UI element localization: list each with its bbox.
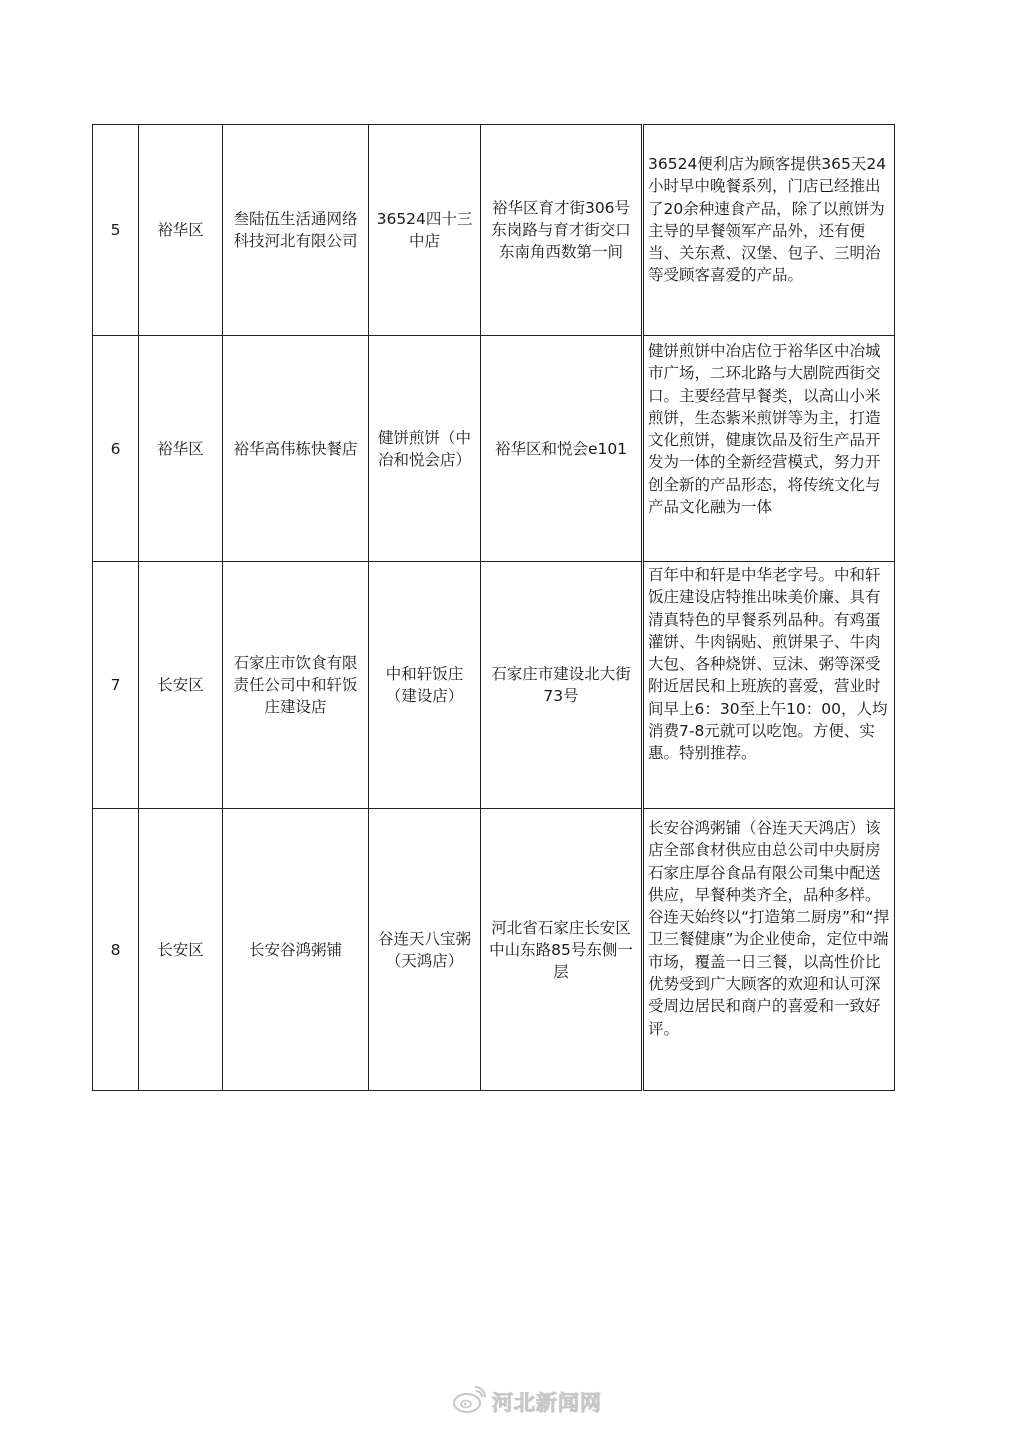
table-row: [93, 809, 895, 1091]
row-number: 8: [93, 809, 139, 1091]
description-cell: [643, 336, 895, 562]
row-number: 6: [93, 336, 139, 562]
store-cell: [369, 562, 481, 809]
address-cell: [481, 125, 643, 336]
store-cell: [369, 336, 481, 562]
weibo-logo-icon: [452, 1386, 486, 1418]
description-cell: [643, 562, 895, 809]
store-list-table: [92, 124, 895, 1091]
district-cell: 长安区: [139, 562, 223, 809]
table-row: [93, 336, 895, 562]
company-name: 裕华高伟栋快餐店: [233, 439, 358, 458]
row-number: 5: [93, 125, 139, 336]
row-number: 7: [93, 562, 139, 809]
company-cell: [223, 336, 369, 562]
district-cell: 长安区: [139, 809, 223, 1091]
company-cell: [223, 562, 369, 809]
description-cell: [643, 809, 895, 1091]
address-cell: [481, 809, 643, 1091]
description-text: 百年中和轩是中华老字号。中和轩饭庄建设店特推出味美价廉、具有清真特色的早餐系列品种。有鸡蛋灌饼、牛肉锅贴、煎饼果子、牛肉大包、各种烧饼、豆沫、粥等深受附近居民和上班族的喜爱，营业时间早上6：30至上午10：00，人均消费7-8元就可以吃饱。方便、实惠。特别推荐。: [648, 566, 888, 763]
address-text: 河北省石家庄长安区中山东路85号东侧一层: [489, 918, 633, 981]
description-text: 长安谷鸿粥铺（谷连天天鸿店）该店全部食材供应由总公司中央厨房石家庄厚谷食品有限公司集中配送供应，早餐种类齐全，品种多样。谷连天始终以“打造第二厨房”和“捍卫三餐健康”为企业使命，定位中端市场，覆盖一日三餐，以高性价比优势受到广大顾客的欢迎和认可深受周边居民和商户的喜爱和一致好评。: [648, 819, 890, 1038]
description-cell: [643, 125, 895, 336]
address-cell: [481, 336, 643, 562]
store-name: 健饼煎饼（中冶和悦会店）: [377, 428, 471, 469]
description-text: 36524便利店为顾客提供365天24小时早中晚餐系列，门店已经推出了20余种速食产品，除了以煎饼为主导的早餐领军产品外，还有便当、关东煮、汉堡、包子、三明治等受顾客喜爱的产品。: [648, 155, 887, 285]
address-text: 裕华区育才街306号东岗路与育才街交口东南角西数第一间: [491, 199, 631, 261]
store-cell: [369, 809, 481, 1091]
district-cell: 裕华区: [139, 125, 223, 336]
store-name: 谷连天八宝粥（天鸿店）: [377, 929, 471, 970]
company-name: 石家庄市饮食有限责任公司中和轩饭庄建设店: [233, 654, 358, 716]
source-watermark: [452, 1382, 602, 1422]
description-text: 健饼煎饼中冶店位于裕华区中冶城市广场，二环北路与大剧院西街交口。主要经营早餐类，以高山小米煎饼，生态紫米煎饼等为主，打造文化煎饼，健康饮品及衍生产品开发为一体的全新经营模式，努力开创全新的产品形态，将传统文化与产品文化融为一体: [648, 342, 881, 517]
store-cell: [369, 125, 481, 336]
store-name: 中和轩饭庄（建设店）: [385, 665, 464, 705]
table-row: [93, 562, 895, 809]
company-cell: [223, 809, 369, 1091]
table-row: [93, 125, 895, 336]
address-text: 裕华区和悦会e101: [494, 439, 628, 458]
company-name: 长安谷鸿粥铺: [248, 940, 342, 959]
district-cell: 裕华区: [139, 336, 223, 562]
store-name: 36524四十三中店: [376, 210, 473, 250]
watermark-text: 河北新闻网: [492, 1391, 602, 1415]
company-name: 叁陆伍生活通网络科技河北有限公司: [233, 210, 358, 250]
address-text: 石家庄市建设北大街73号: [491, 665, 631, 705]
company-cell: [223, 125, 369, 336]
address-cell: [481, 562, 643, 809]
